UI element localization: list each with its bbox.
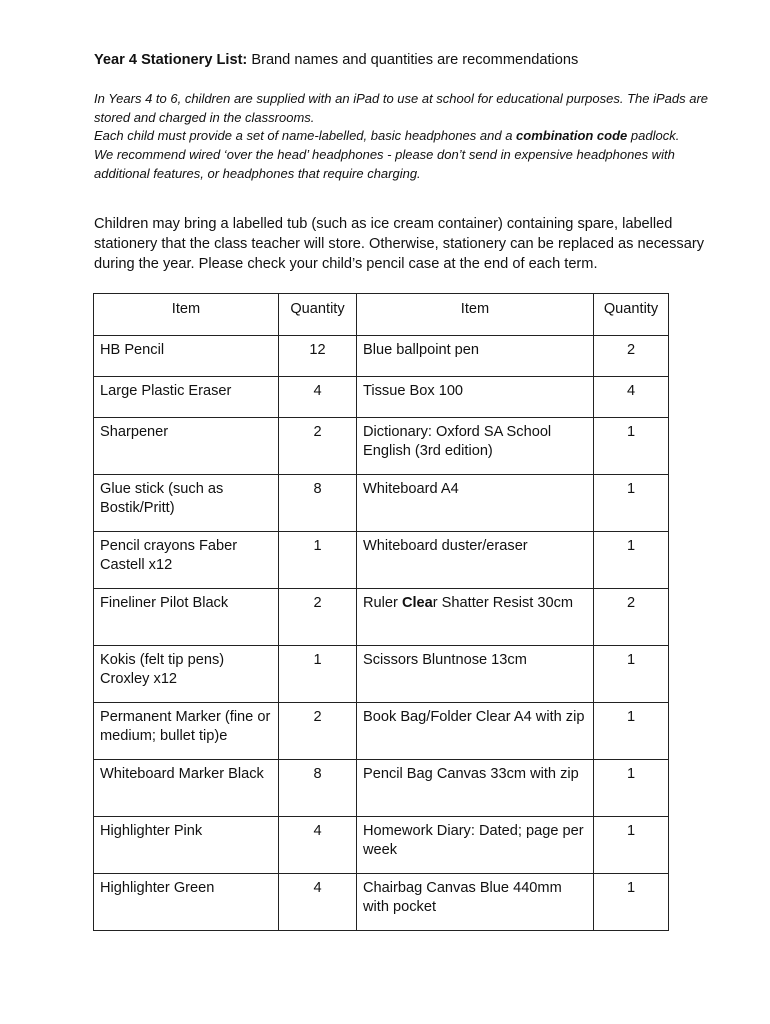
table-row	[94, 646, 669, 703]
quantity-cell: 1	[594, 418, 669, 475]
notes-line-2	[94, 127, 714, 146]
table-row	[94, 703, 669, 760]
notes-line-1: In Years 4 to 6, children are supplied with an iPad to use at school for educational purposes. The iPads are stored and charged in the classrooms.	[94, 91, 709, 125]
table-row	[94, 475, 669, 532]
quantity-cell: 2	[594, 589, 669, 646]
stationery-table	[93, 293, 669, 931]
item-cell: Fineliner Pilot Black	[94, 589, 279, 646]
item-cell: Large Plastic Eraser	[94, 377, 279, 418]
item-cell: Highlighter Green	[94, 874, 279, 931]
table-row	[94, 760, 669, 817]
item-cell: Whiteboard duster/eraser	[357, 532, 594, 589]
item-cell: Tissue Box 100	[357, 377, 594, 418]
quantity-cell: 8	[279, 760, 357, 817]
item-cell: Homework Diary: Dated; page per week	[357, 817, 594, 874]
header-item-1: Item	[94, 294, 279, 336]
quantity-cell: 4	[279, 874, 357, 931]
item-cell: Sharpener	[94, 418, 279, 475]
item-cell: Whiteboard A4	[357, 475, 594, 532]
ipad-notes	[94, 90, 714, 184]
item-cell: HB Pencil	[94, 336, 279, 377]
table-row	[94, 418, 669, 475]
title-rest: Brand names and quantities are recommendations	[247, 52, 579, 68]
item-text-post: r Shatter Resist 30cm	[432, 595, 574, 611]
quantity-cell: 4	[279, 377, 357, 418]
item-cell: Pencil Bag Canvas 33cm with zip	[357, 760, 594, 817]
item-cell	[357, 589, 594, 646]
quantity-cell: 1	[594, 874, 669, 931]
table-header-row	[94, 294, 669, 336]
notes-line-2-pre: Each child must provide a set of name-labelled, basic headphones and a	[94, 128, 517, 144]
page-title	[94, 51, 734, 70]
quantity-cell: 4	[594, 377, 669, 418]
table-row	[94, 377, 669, 418]
item-cell: Glue stick (such as Bostik/Pritt)	[94, 475, 279, 532]
header-quantity-1: Quantity	[279, 294, 357, 336]
quantity-cell: 8	[279, 475, 357, 532]
quantity-cell: 1	[594, 703, 669, 760]
header-quantity-2: Quantity	[594, 294, 669, 336]
quantity-cell: 4	[279, 817, 357, 874]
item-cell: Permanent Marker (fine or medium; bullet tip)e	[94, 703, 279, 760]
quantity-cell: 2	[279, 703, 357, 760]
table-row	[94, 817, 669, 874]
title-bold: Year 4 Stationery List:	[94, 52, 248, 68]
item-text-pre: Ruler	[363, 595, 402, 611]
table-row	[94, 336, 669, 377]
item-cell: Scissors Bluntnose 13cm	[357, 646, 594, 703]
item-cell: Highlighter Pink	[94, 817, 279, 874]
notes-line-2-bold: combination code	[516, 128, 628, 144]
quantity-cell: 1	[594, 532, 669, 589]
quantity-cell: 1	[594, 475, 669, 532]
quantity-cell: 1	[594, 760, 669, 817]
item-cell: Whiteboard Marker Black	[94, 760, 279, 817]
quantity-cell: 1	[594, 817, 669, 874]
table-row	[94, 532, 669, 589]
item-cell: Blue ballpoint pen	[357, 336, 594, 377]
intro-paragraph: Children may bring a labelled tub (such as ice cream container) containing spare, labelled stationery that the class teacher will store. Otherwise, stationery can be replaced as necessary during the year. Please check your child’s pencil case at the end of each term.	[94, 216, 704, 272]
quantity-cell: 2	[279, 589, 357, 646]
quantity-cell: 2	[279, 418, 357, 475]
notes-line-3: We recommend wired ‘over the head’ headphones - please don’t send in expensive headphones with additional features, or headphones that require charging.	[94, 147, 675, 181]
item-cell: Kokis (felt tip pens) Croxley x12	[94, 646, 279, 703]
item-text-bold: Clea	[401, 595, 433, 611]
quantity-cell: 1	[279, 532, 357, 589]
quantity-cell: 2	[594, 336, 669, 377]
item-cell: Chairbag Canvas Blue 440mm with pocket	[357, 874, 594, 931]
table-row	[94, 589, 669, 646]
notes-line-2-post: padlock.	[627, 128, 680, 144]
header-item-2: Item	[357, 294, 594, 336]
quantity-cell: 12	[279, 336, 357, 377]
table-row	[94, 874, 669, 931]
item-cell: Book Bag/Folder Clear A4 with zip	[357, 703, 594, 760]
quantity-cell: 1	[594, 646, 669, 703]
item-cell: Pencil crayons Faber Castell x12	[94, 532, 279, 589]
quantity-cell: 1	[279, 646, 357, 703]
item-cell: Dictionary: Oxford SA School English (3rd edition)	[357, 418, 594, 475]
